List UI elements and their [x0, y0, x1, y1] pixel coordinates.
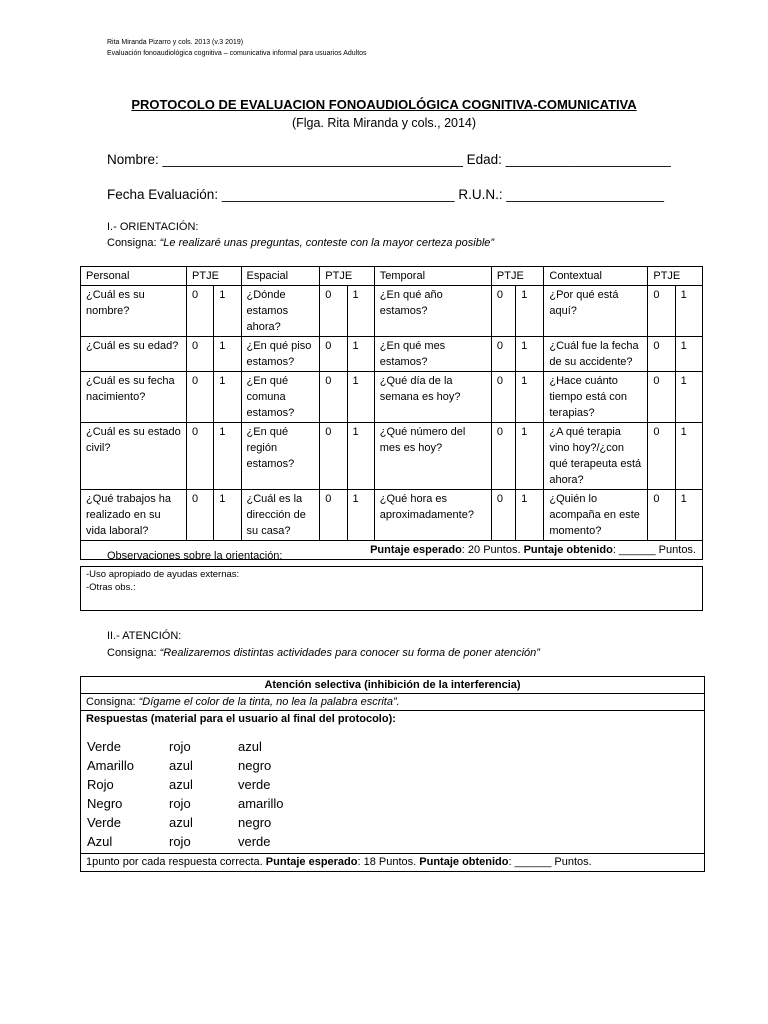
page-title: PROTOCOLO DE EVALUACION FONOAUDIOLÓGICA COGNITIVA-COMUNICATIVA: [131, 97, 637, 112]
question-cell-contextual: ¿Quién lo acompaña en este momento?: [544, 490, 648, 541]
question-cell-temporal: ¿Qué número del mes es hoy?: [374, 423, 491, 490]
color-word: azul: [169, 758, 193, 773]
orientacion-rows: [81, 286, 703, 541]
obtenido-value: : ______ Puntos.: [612, 544, 696, 556]
score-1-cell[interactable]: 1: [214, 490, 241, 541]
score-1-cell[interactable]: 1: [516, 286, 544, 337]
score-0-cell[interactable]: 0: [648, 286, 675, 337]
question-cell-espacial: ¿Dónde estamos ahora?: [241, 286, 320, 337]
question-cell-contextual: ¿Por qué está aquí?: [544, 286, 648, 337]
esperado-label: Puntaje esperado: [265, 856, 358, 868]
score-1-cell[interactable]: 1: [214, 337, 241, 372]
observaciones-box[interactable]: [80, 566, 703, 611]
page-subtitle: (Flga. Rita Miranda y cols., 2014): [291, 116, 477, 130]
color-word: Azul: [87, 834, 113, 849]
score-0-cell[interactable]: 0: [320, 372, 347, 423]
atencion-table-consigna: [81, 694, 704, 711]
header-line-2: Evaluación fonoaudiológica cognitiva – comunicativa informal para usuarios Adultos: [107, 50, 367, 57]
color-word: azul: [238, 739, 262, 754]
question-cell-personal: ¿Cuál es su nombre?: [81, 286, 187, 337]
atencion-table-title: Atención selectiva (inhibición de la interferencia): [81, 677, 704, 694]
question-cell-contextual: ¿Hace cuánto tiempo está con terapias?: [544, 372, 648, 423]
table-row: [81, 372, 703, 423]
table-row: [81, 337, 703, 372]
obs-line: -Uso apropiado de ayudas externas:: [86, 569, 240, 580]
score-1-cell[interactable]: 1: [516, 490, 544, 541]
consigna-label: Consigna:: [107, 647, 157, 659]
color-word: amarillo: [238, 796, 284, 811]
consigna-label: Consigna:: [86, 696, 136, 708]
color-word: Negro: [87, 796, 123, 811]
score-1-cell[interactable]: 1: [675, 490, 702, 541]
score-0-cell[interactable]: 0: [648, 423, 675, 490]
question-cell-espacial: ¿En qué comuna estamos?: [241, 372, 320, 423]
color-word: rojo: [169, 739, 191, 754]
color-word: verde: [238, 834, 271, 849]
score-1-cell[interactable]: 1: [675, 423, 702, 490]
header-cell: Temporal: [374, 267, 491, 286]
atencion-table: [80, 676, 705, 872]
score-0-cell[interactable]: 0: [648, 337, 675, 372]
header-cell: Personal: [81, 267, 187, 286]
color-word: Verde: [87, 815, 121, 830]
footer-text: 1punto por cada respuesta correcta.: [86, 856, 263, 868]
score-0-cell[interactable]: 0: [320, 337, 347, 372]
color-word: azul: [169, 777, 193, 792]
score-1-cell[interactable]: 1: [516, 423, 544, 490]
score-1-cell[interactable]: 1: [214, 286, 241, 337]
color-word: rojo: [169, 796, 191, 811]
question-cell-contextual: ¿Cuál fue la fecha de su accidente?: [544, 337, 648, 372]
consigna-text: “Le realizaré unas preguntas, conteste con la mayor certeza posible”: [159, 237, 495, 249]
color-word: rojo: [169, 834, 191, 849]
question-cell-espacial: ¿En qué piso estamos?: [241, 337, 320, 372]
score-1-cell[interactable]: 1: [675, 337, 702, 372]
score-0-cell[interactable]: 0: [491, 490, 515, 541]
question-cell-personal: ¿Cuál es su estado civil?: [81, 423, 187, 490]
score-0-cell[interactable]: 0: [491, 286, 515, 337]
orientacion-table: [80, 266, 703, 560]
score-0-cell[interactable]: 0: [187, 490, 214, 541]
score-1-cell[interactable]: 1: [214, 423, 241, 490]
obtenido-label: Puntaje obtenido: [523, 544, 613, 556]
fecha-run-field[interactable]: Fecha Evaluación: _______________________________ R.U.N.: _____________________: [107, 187, 664, 202]
question-cell-personal: ¿Cuál es su fecha nacimiento?: [81, 372, 187, 423]
obs-line: -Otras obs.:: [86, 582, 136, 593]
color-word: verde: [238, 777, 271, 792]
consigna-label: Consigna:: [107, 237, 157, 249]
score-0-cell[interactable]: 0: [491, 372, 515, 423]
score-0-cell[interactable]: 0: [648, 372, 675, 423]
score-0-cell[interactable]: 0: [187, 337, 214, 372]
color-word: negro: [238, 815, 272, 830]
score-1-cell[interactable]: 1: [516, 372, 544, 423]
score-1-cell[interactable]: 1: [347, 423, 374, 490]
score-0-cell[interactable]: 0: [320, 490, 347, 541]
question-cell-temporal: ¿Qué día de la semana es hoy?: [374, 372, 491, 423]
atencion-consigna: [107, 647, 540, 659]
question-cell-temporal: ¿Qué hora es aproximadamente?: [374, 490, 491, 541]
esperado-value: : 18 Puntos.: [357, 856, 417, 868]
respuestas-label: Respuestas (material para el usuario al final del protocolo):: [86, 713, 396, 725]
question-cell-espacial: ¿En qué región estamos?: [241, 423, 320, 490]
score-1-cell[interactable]: 1: [675, 372, 702, 423]
color-word: Amarillo: [87, 758, 134, 773]
header-cell: PTJE: [491, 267, 543, 286]
color-word: azul: [169, 815, 193, 830]
color-word: Verde: [87, 739, 121, 754]
esperado-label: Puntaje esperado: [370, 544, 462, 556]
score-0-cell[interactable]: 0: [491, 337, 515, 372]
table-header-row: [81, 267, 703, 286]
orientacion-heading: I.- ORIENTACIÓN:: [107, 221, 199, 233]
header-cell: Espacial: [241, 267, 320, 286]
nombre-edad-field[interactable]: Nombre: ________________________________________ Edad: ______________________: [107, 152, 671, 167]
score-1-cell[interactable]: 1: [347, 490, 374, 541]
table-row: [81, 286, 703, 337]
score-1-cell[interactable]: 1: [675, 286, 702, 337]
obtenido-value: : ______ Puntos.: [508, 856, 592, 868]
table-row: [81, 423, 703, 490]
score-1-cell[interactable]: 1: [214, 372, 241, 423]
question-cell-personal: ¿Cuál es su edad?: [81, 337, 187, 372]
observaciones-title: Observaciones sobre la orientación:: [107, 550, 283, 562]
score-0-cell[interactable]: 0: [320, 286, 347, 337]
question-cell-contextual: ¿A qué terapia vino hoy?/¿con qué terapeuta está ahora?: [544, 423, 648, 490]
score-1-cell[interactable]: 1: [347, 286, 374, 337]
color-word: negro: [238, 758, 272, 773]
table-row: [81, 490, 703, 541]
header-cell: PTJE: [320, 267, 375, 286]
question-cell-temporal: ¿En qué mes estamos?: [374, 337, 491, 372]
score-0-cell[interactable]: 0: [648, 490, 675, 541]
score-1-cell[interactable]: 1: [347, 372, 374, 423]
esperado-value: : 20 Puntos.: [461, 544, 521, 556]
question-cell-espacial: ¿Cuál es la dirección de su casa?: [241, 490, 320, 541]
header-line-1: Rita Miranda Pizarro y cols. 2013 (v.3 2019): [107, 39, 244, 46]
score-0-cell[interactable]: 0: [491, 423, 515, 490]
atencion-heading: II.- ATENCIÓN:: [107, 630, 182, 642]
color-word: Rojo: [87, 777, 114, 792]
orientacion-consigna: [107, 237, 494, 249]
score-0-cell[interactable]: 0: [187, 423, 214, 490]
consigna-text: “Realizaremos distintas actividades para conocer su forma de poner atención”: [159, 647, 540, 659]
atencion-footer: [81, 854, 704, 871]
consigna-text: “Dígame el color de la tinta, no lea la palabra escrita”.: [138, 696, 400, 708]
score-0-cell[interactable]: 0: [187, 286, 214, 337]
score-1-cell[interactable]: 1: [347, 337, 374, 372]
respuestas-section: [81, 711, 704, 854]
score-0-cell[interactable]: 0: [187, 372, 214, 423]
question-cell-temporal: ¿En qué año estamos?: [374, 286, 491, 337]
header-cell: PTJE: [187, 267, 242, 286]
header-cell: PTJE: [648, 267, 703, 286]
header-cell: Contextual: [544, 267, 648, 286]
question-cell-personal: ¿Qué trabajos ha realizado en su vida laboral?: [81, 490, 187, 541]
score-0-cell[interactable]: 0: [320, 423, 347, 490]
score-1-cell[interactable]: 1: [516, 337, 544, 372]
obtenido-label: Puntaje obtenido: [419, 856, 509, 868]
